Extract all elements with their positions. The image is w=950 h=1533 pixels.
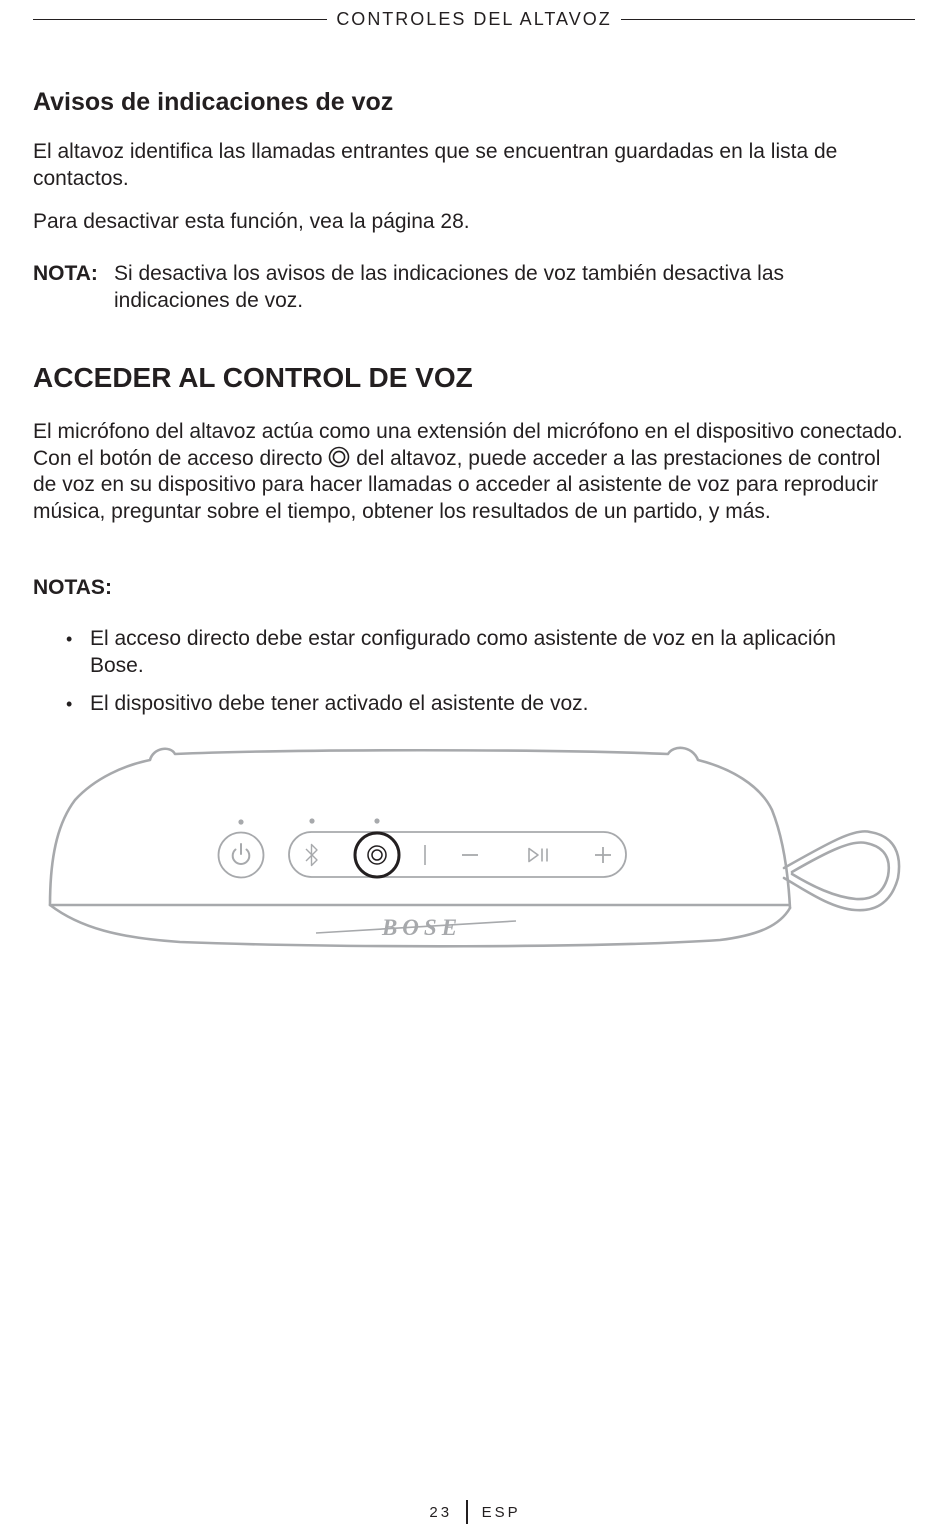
- shortcut-button-icon: [328, 446, 350, 468]
- shortcut-indicator-light: [374, 818, 379, 823]
- page-header: [33, 8, 915, 30]
- paragraph-voice-prompts: El altavoz identifica las llamadas entrantes que se encuentran guardadas en la lista de contactos.: [33, 140, 838, 190]
- header-rule-right: [621, 19, 915, 20]
- footer-separator: [466, 1500, 468, 1524]
- paragraph-voice-control-part1: El micrófono del altavoz actúa como una extensión del micrófono en el dispositivo conectado. Con el botón de acceso directo: [33, 420, 903, 470]
- note-text: Si desactiva los avisos de las indicaciones de voz también desactiva las indicaciones de voz.: [114, 262, 785, 312]
- list-item-text: El dispositivo debe tener activado el asistente de voz.: [90, 692, 589, 715]
- language-code: ESP: [481, 1503, 521, 1521]
- bluetooth-indicator-light: [309, 818, 314, 823]
- bullet-icon: •: [66, 629, 73, 649]
- page-number: 23: [429, 1503, 453, 1521]
- header-rule-left: [33, 19, 327, 20]
- list-item: [66, 691, 886, 718]
- notes-label: NOTAS:: [33, 576, 112, 599]
- speaker-body-outline: [50, 748, 790, 908]
- shortcut-button: [355, 833, 399, 877]
- page-footer: [0, 1500, 950, 1524]
- power-icon: [233, 844, 250, 864]
- section-heading-voice-prompts: Avisos de indicaciones de voz: [33, 88, 394, 116]
- note-label: NOTA:: [33, 262, 98, 285]
- paragraph-voice-control: [33, 419, 903, 525]
- speaker-strap: [784, 831, 899, 910]
- paragraph-disable-info: Para desactivar esta función, vea la página 28.: [33, 210, 470, 233]
- play-pause-icon: [529, 849, 547, 862]
- svg-text:BOSE: BOSE: [381, 915, 463, 940]
- section-heading-voice-control: ACCEDER AL CONTROL DE VOZ: [33, 362, 473, 393]
- volume-up-icon: [595, 847, 611, 863]
- list-item: [66, 626, 886, 679]
- paragraph-voice-control-part2: del altavoz, puede acceder a las prestaciones de control de voz en su dispositivo para hacer llamadas o acceder al asistente de voz para reproducir música, preguntar sobre el tiempo, obtener los resultados de un partido, y más.: [33, 446, 881, 523]
- bluetooth-icon: [306, 845, 317, 866]
- control-panel: [289, 832, 626, 877]
- header-title: CONTROLES DEL ALTAVOZ: [336, 8, 612, 29]
- speaker-illustration: [40, 740, 910, 955]
- power-indicator-light: [238, 819, 243, 824]
- list-item-text: El acceso directo debe estar configurado como asistente de voz en la aplicación Bose.: [90, 627, 836, 677]
- power-button: [219, 833, 264, 878]
- bullet-icon: •: [66, 694, 73, 714]
- bose-logo: [316, 915, 516, 940]
- notes-list: [66, 626, 886, 718]
- note-block: [33, 261, 903, 314]
